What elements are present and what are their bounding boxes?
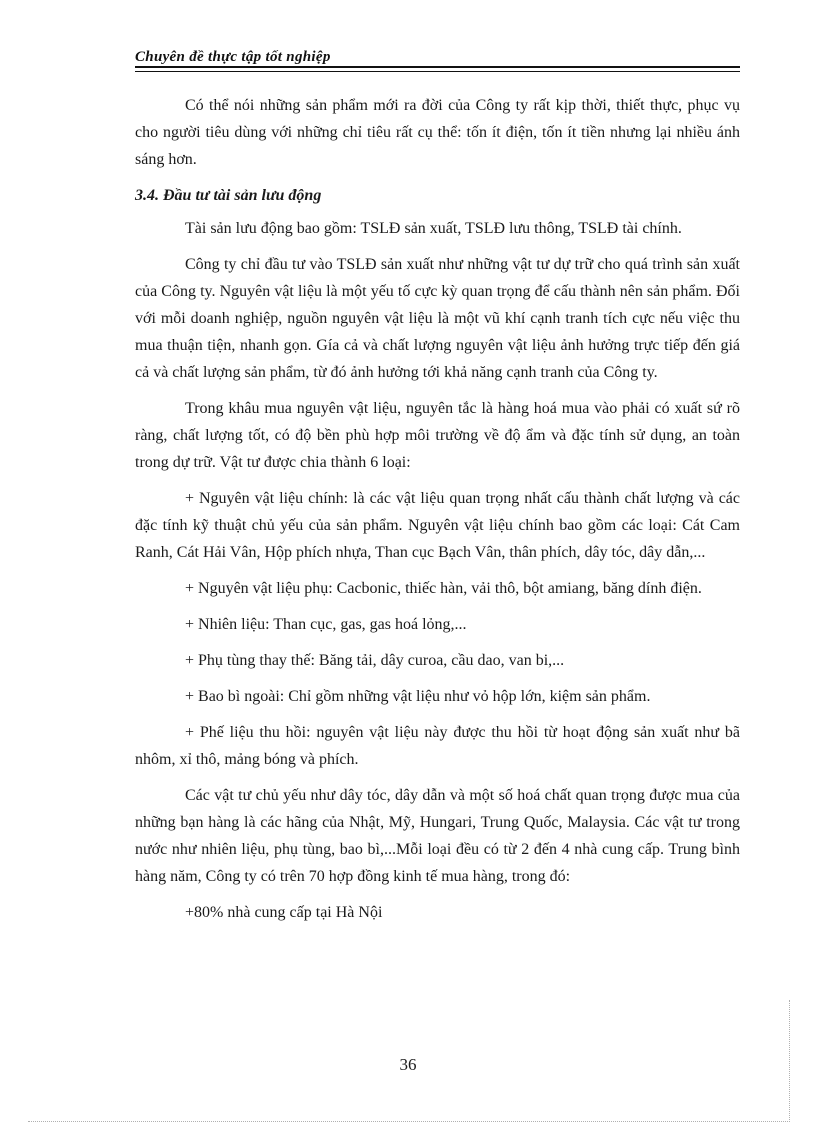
section-heading: 3.4. Đầu tư tài sản lưu động xyxy=(135,187,322,204)
paragraph-current-assets: Tài sản lưu động bao gồm: TSLĐ sản xuất, TSLĐ lưu thông, TSLĐ tài chính. xyxy=(185,220,682,237)
page-header xyxy=(135,47,740,73)
page-number: 36 xyxy=(399,1055,417,1074)
document-body xyxy=(135,92,740,935)
paragraph-suppliers: Các vật tư chủ yếu như dây tóc, dây dẫn và một số hoá chất quan trọng được mua của những bạn hàng là các hãng của Nhật, Mỹ, Hungari, Trung Quốc, Malaysia. Các vật tư trong nước như nhiên liệu, phụ tùng, bao bì,...Mỗi loại đều có từ 2 đến 4 nhà cung cấp. Trung bình hàng năm, Công ty có trên 70 hợp đồng kinh tế mua hàng, trong đó: xyxy=(135,787,740,885)
list-item-scrap: + Phế liệu thu hồi: nguyên vật liệu này được thu hồi từ hoạt động sản xuất như bã nhôm, xỉ thô, mảng bóng và phích. xyxy=(135,724,740,768)
page-edge-bottom xyxy=(28,1121,790,1122)
header-title: Chuyên đề thực tập tốt nghiệp xyxy=(135,49,331,65)
header-rule-thin xyxy=(135,71,740,72)
list-item-main-materials: + Nguyên vật liệu chính: là các vật liệu quan trọng nhất cấu thành chất lượng và các đặc tính kỹ thuật chủ yếu của sản phẩm. Nguyên vật liệu chính bao gồm các loại: Cát Cam Ranh, Cát Hải Vân, Hộp phích nhựa, Than cục Bạch Vân, thân phích, dây tóc, dây dẫn,... xyxy=(135,490,740,561)
paragraph-hanoi-suppliers: +80% nhà cung cấp tại Hà Nội xyxy=(185,904,383,921)
paragraph-purchasing: Trong khâu mua nguyên vật liệu, nguyên tắc là hàng hoá mua vào phải có xuất sứ rõ ràng, chất lượng tốt, có độ bền phù hợp môi trường về độ ẩm và đặc tính sử dụng, an toàn trong dự trữ. Vật tư được chia thành 6 loại: xyxy=(135,400,740,471)
list-item-spare-parts: + Phụ tùng thay thế: Băng tải, dây curoa, cầu dao, van bi,... xyxy=(185,652,565,669)
list-item-auxiliary-materials: + Nguyên vật liệu phụ: Cacbonic, thiếc hàn, vải thô, bột amiang, băng dính điện. xyxy=(185,580,702,597)
list-item-packaging: + Bao bì ngoài: Chỉ gồm những vật liệu như vỏ hộp lớn, kiệm sản phẩm. xyxy=(185,688,651,705)
paragraph-investment: Công ty chỉ đầu tư vào TSLĐ sản xuất như những vật tư dự trữ cho quá trình sản xuất của Công ty. Nguyên vật liệu là một yếu tố cực kỳ quan trọng để cấu thành nên sản phẩm. Đối với mỗi doanh nghiệp, nguồn nguyên vật liệu là một vũ khí cạnh tranh tích cực nếu việc thu mua thuận tiện, nhanh gọn. Gía cả và chất lượng nguyên vật liệu ảnh hưởng trực tiếp đến giá cả và chất lượng sản phẩm, từ đó ảnh hưởng tới khả năng cạnh tranh của Công ty. xyxy=(135,256,740,381)
paragraph-products: Có thể nói những sản phẩm mới ra đời của Công ty rất kịp thời, thiết thực, phục vụ cho người tiêu dùng với những chỉ tiêu rất cụ thể: tốn ít điện, tốn ít tiền nhưng lại nhiều ánh sáng hơn. xyxy=(135,97,740,168)
page-edge-right xyxy=(789,1000,790,1122)
header-rule-thick xyxy=(135,66,740,68)
list-item-fuel: + Nhiên liệu: Than cục, gas, gas hoá lỏng,... xyxy=(185,616,467,633)
